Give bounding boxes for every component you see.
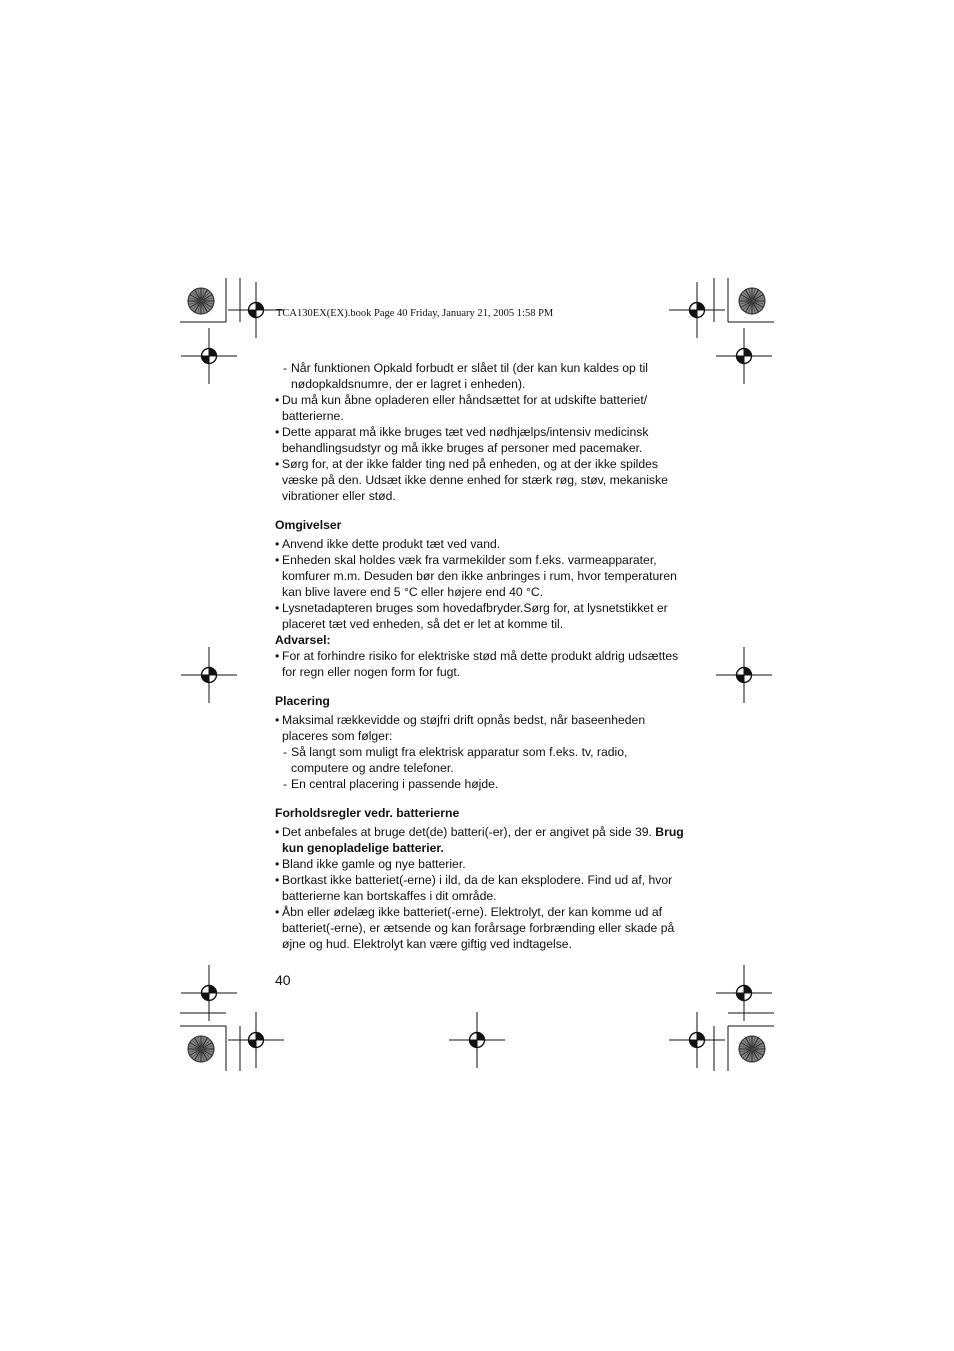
registration-quadrant [697,303,705,311]
registration-quadrant [202,675,210,683]
list-item: • Det anbefales at bruge det(de) batteri(-er), der er angivet på side 39. Brug kun genopladelige batterier. [275,825,684,855]
list-item: - Når funktionen Opkald forbudt er slået til (der kan kun kaldes op til nødopkaldsnumre, der er lagret i enheden). [283,361,649,391]
registration-quadrant [256,303,264,311]
print-header: TCA130EX(EX).book Page 40 Friday, January 21, 2005 1:58 PM [276,308,554,319]
registration-quadrant [697,1033,705,1041]
list-item: • Bortkast ikke batteriet(-erne) i ild, da de kan eksplodere. Find ud af, hvor batterierne kan bortskaffes i dit område. [275,873,673,903]
list-item: • Bland ikke gamle og nye batterier. [275,857,466,871]
list-item: • Du må kun åbne opladeren eller håndsættet for at udskifte batteriet/ batterierne. [275,393,648,423]
registration-quadrant [690,310,698,318]
section-heading-omgivelser: Omgivelser [275,518,342,532]
registration-quadrant [249,310,257,318]
registration-quadrant [744,668,752,676]
registration-quadrant [744,349,752,357]
list-item: • Anvend ikke dette produkt tæt ved vand. [275,537,501,551]
registration-quadrant [737,356,745,364]
section-heading-batterier: Forholdsregler vedr. batterierne [275,806,460,820]
list-item: • Dette apparat må ikke bruges tæt ved nødhjælps/intensiv medicinsk behandlingsudstyr og må ikke bruges af personer med pacemaker. [275,425,649,455]
list-item: • Sørg for, at der ikke falder ting ned på enheden, og at der ikke spildes væske på den. Udsæt ikke denne enhed for stærk røg, støv, mekaniske vibrationer eller stød. [275,457,668,503]
list-item: • Enheden skal holdes væk fra varmekilder som f.eks. varmeapparater, komfurer m.m. Desuden bør den ikke anbringes i rum, hvor temperaturen kan blive lavere end 5 °C eller højere end 40 °C. [275,553,677,599]
registration-quadrant [202,993,210,1001]
registration-quadrant [256,1033,264,1041]
warning-label: Advarsel: [275,633,331,647]
registration-quadrant [209,349,217,357]
list-item: - Så langt som muligt fra elektrisk apparatur som f.eks. tv, radio, computere og andre telefoner. [283,745,628,775]
page-content [275,360,685,952]
registration-quadrant [470,1040,478,1048]
list-item: • Lysnetadapteren bruges som hovedafbryder.Sørg for, at lysnetstikket er placeret tæt ved enheden, så det er let at komme til. [275,601,668,631]
registration-quadrant [744,986,752,994]
list-item: • Åbn eller ødelæg ikke batteriet(-erne). Elektrolyt, der kan komme ud af batteriet(-erne), er ætsende og kan forårsage forbrænding eller skade på øjne og hud. Elektrolyt kan være giftig ved indtagelse. [275,905,675,951]
registration-quadrant [737,675,745,683]
registration-quadrant [209,986,217,994]
list-item: • For at forhindre risiko for elektriske stød må dette produkt aldrig udsættes for regn eller nogen form for fugt. [275,649,679,679]
page-number: 40 [275,972,291,988]
registration-quadrant [209,668,217,676]
section-heading-placering: Placering [275,694,330,708]
registration-quadrant [690,1040,698,1048]
registration-quadrant [737,993,745,1001]
list-item: - En central placering i passende højde. [283,777,499,791]
registration-quadrant [202,356,210,364]
registration-quadrant [249,1040,257,1048]
registration-quadrant [477,1033,485,1041]
list-item: • Maksimal rækkevidde og støjfri drift opnås bedst, når baseenheden placeres som følger: [275,713,646,743]
